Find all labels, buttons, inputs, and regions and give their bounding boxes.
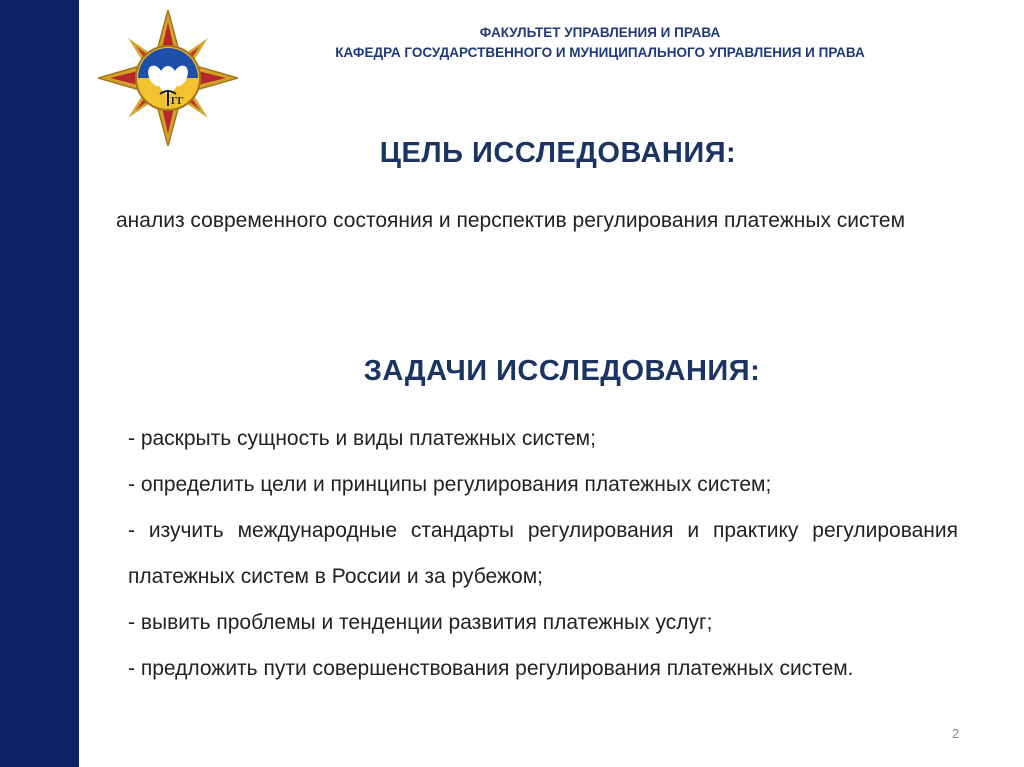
list-item: - раскрыть сущность и виды платежных систем;: [128, 427, 596, 450]
department-name: КАФЕДРА ГОСУДАРСТВЕННОГО И МУНИЦИПАЛЬНОГО УПРАВЛЕНИЯ И ПРАВА: [335, 45, 865, 60]
slide-number: 2: [952, 726, 960, 741]
list-item: - определить цели и принципы регулирования платежных систем;: [128, 473, 772, 496]
list-item: - изучить международные стандарты регулирования и практику регулирования платежных систем в России и за рубежом;: [128, 519, 958, 588]
list-item: - вывить проблемы и тенденции развития платежных услуг;: [128, 611, 713, 634]
goal-title: ЦЕЛЬ ИССЛЕДОВАНИЯ:: [379, 137, 737, 169]
tasks-title: ЗАДАЧИ ИССЛЕДОВАНИЯ:: [363, 355, 761, 387]
faculty-header: [260, 23, 940, 63]
tasks-list: [128, 416, 958, 692]
university-emblem-icon: [98, 10, 238, 146]
left-decorative-band: [0, 0, 79, 767]
emblem-letters: ГГ: [171, 96, 184, 107]
goal-text: анализ современного состояния и перспектив регулирования платежных систем: [116, 209, 906, 232]
faculty-name: ФАКУЛЬТЕТ УПРАВЛЕНИЯ И ПРАВА: [479, 25, 721, 40]
list-item: - предложить пути совершенствования регулирования платежных систем.: [128, 657, 854, 680]
